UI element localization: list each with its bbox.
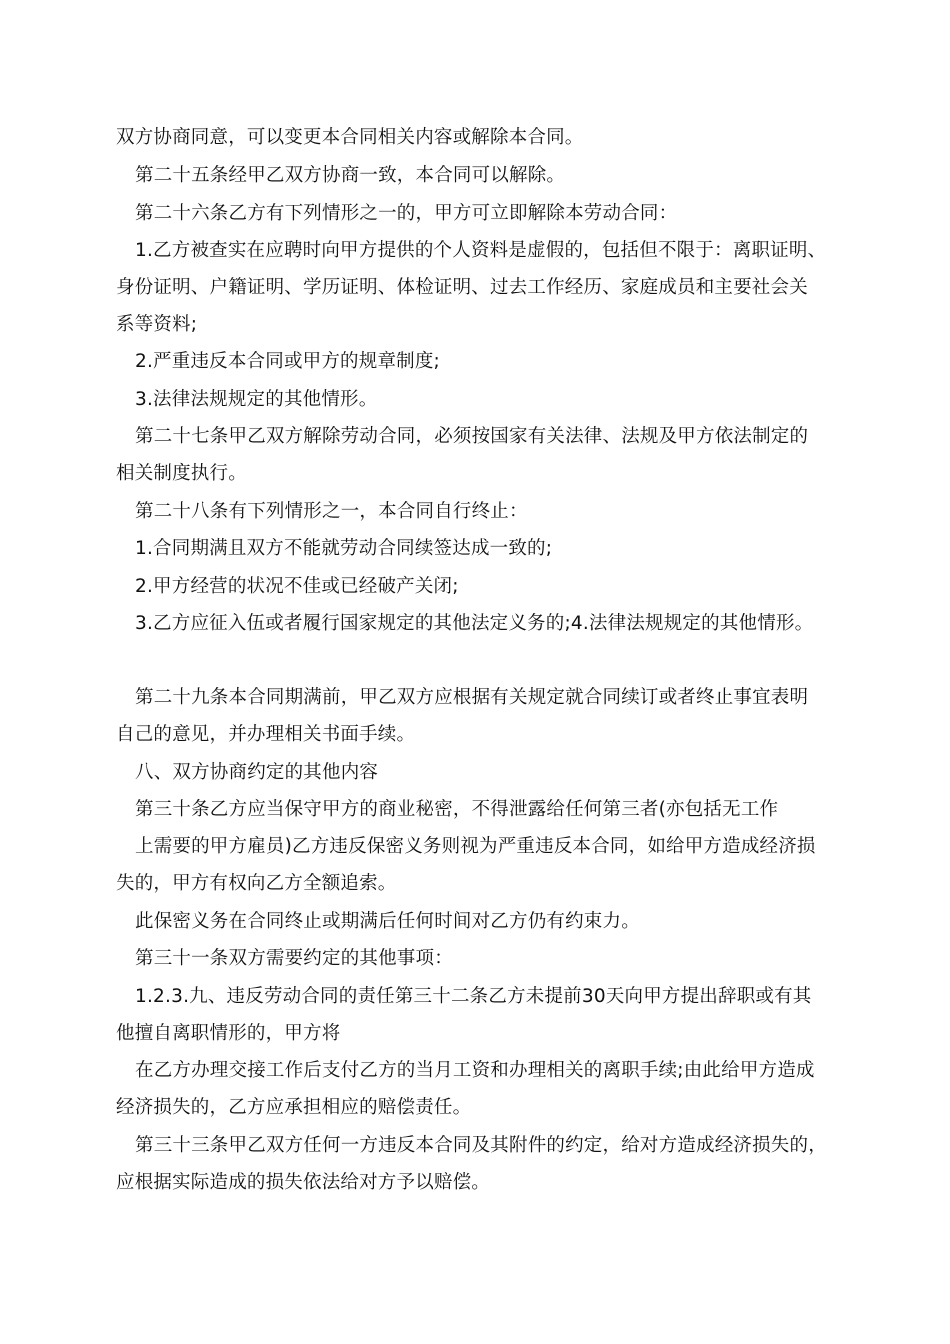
text-line: 第二十八条有下列情形之一，本合同自行终止： <box>135 501 528 522</box>
text-line: 上需要的甲方雇员)乙方违反保密义务则视为严重违反本合同，如给甲方造成经济损 <box>135 836 816 857</box>
text-line: 自己的意见，并办理相关书面手续。 <box>116 724 416 745</box>
text-line: 3.法律法规规定的其他情形。 <box>135 389 378 410</box>
text-line: 此保密义务在合同终止或期满后任何时间对乙方仍有约束力。 <box>135 911 640 932</box>
text-line: 应根据实际造成的损失依法给对方予以赔偿。 <box>116 1172 491 1193</box>
text-line: 1.乙方被查实在应聘时向甲方提供的个人资料是虚假的，包括但不限于：离职证明、 <box>135 240 827 261</box>
text-line: 双方协商同意，可以变更本合同相关内容或解除本合同。 <box>116 127 584 148</box>
text-line: 2.甲方经营的状况不佳或已经破产关闭; <box>135 576 459 597</box>
text-line: 1.2.3.九、违反劳动合同的责任第三十二条乙方未提前30天向甲方提出辞职或有其 <box>135 986 812 1007</box>
section-heading: 八、双方协商约定的其他内容 <box>135 762 379 783</box>
text-line: 失的，甲方有权向乙方全额追索。 <box>116 873 397 894</box>
text-line: 身份证明、户籍证明、学历证明、体检证明、过去工作经历、家庭成员和主要社会关 <box>116 277 808 298</box>
text-line: 相关制度执行。 <box>116 463 247 484</box>
text-line: 第二十五条经甲乙双方协商一致，本合同可以解除。 <box>135 165 566 186</box>
text-line: 在乙方办理交接工作后支付乙方的当月工资和办理相关的离职手续;由此给甲方造成 <box>135 1060 815 1081</box>
text-line: 第三十一条双方需要约定的其他事项： <box>135 948 453 969</box>
text-line: 他擅自离职情形的，甲方将 <box>116 1023 341 1044</box>
text-line: 第二十九条本合同期满前，甲乙双方应根据有关规定就合同续订或者终止事宜表明 <box>135 687 809 708</box>
text-line: 系等资料; <box>116 314 198 335</box>
text-line: 1.合同期满且双方不能就劳动合同续签达成一致的; <box>135 538 553 559</box>
text-line: 第三十三条甲乙双方任何一方违反本合同及其附件的约定，给对方造成经济损失的， <box>135 1135 827 1156</box>
text-line: 经济损失的，乙方应承担相应的赔偿责任。 <box>116 1097 472 1118</box>
text-line: 第二十七条甲乙双方解除劳动合同，必须按国家有关法律、法规及甲方依法制定的 <box>135 426 809 447</box>
text-line: 3.乙方应征入伍或者履行国家规定的其他法定义务的;4.法律法规规定的其他情形。 <box>135 613 814 634</box>
text-line: 第三十条乙方应当保守甲方的商业秘密，不得泄露给任何第三者(亦包括无工作 <box>135 799 779 820</box>
text-line: 第二十六条乙方有下列情形之一的，甲方可立即解除本劳动合同： <box>135 203 678 224</box>
text-line: 2.严重违反本合同或甲方的规章制度; <box>135 351 440 372</box>
